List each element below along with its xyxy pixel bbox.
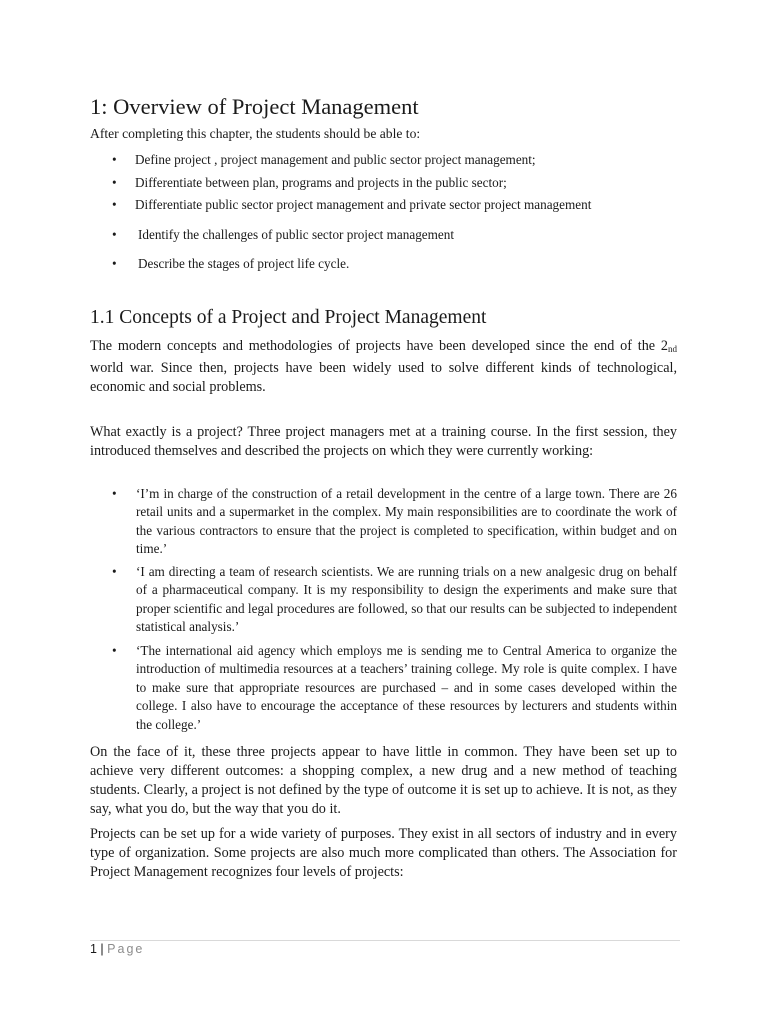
page-number: 1 [90,942,97,956]
paragraph-history [90,337,677,397]
page-footer [90,942,144,956]
bullet-icon: • [112,256,117,271]
paragraph-history-text-a: The modern concepts and methodologies of projects have been developed since the end of the 2 [90,338,668,354]
section-title: 1.1 Concepts of a Project and Project Management [90,307,487,328]
bullet-icon: • [112,643,117,658]
quote-item [112,642,677,734]
footer-separator: | [96,942,108,956]
page-label: Page [107,942,145,956]
quote-text: ‘I’m in charge of the construction of a retail development in the centre of a large town. There are 26 retail units and a supermarket in the complex. My main responsibilities are to coordinate the work of the various contractors to ensure that the project is completed to specification, within budget and on time.’ [136,486,677,557]
objective-text: Describe the stages of project life cycle. [138,256,350,271]
quote-item [112,485,677,559]
ordinal-suffix: nd [668,344,677,354]
objective-text: Differentiate public sector project management and private sector project management [135,197,592,212]
bullet-icon: • [112,152,117,167]
paragraph-history-text-b: world war. Since then, projects have been widely used to solve different kinds of technological, economic and social problems. [90,360,677,395]
objective-text: Identify the challenges of public sector project management [138,227,455,242]
chapter-title: 1: Overview of Project Management [90,94,419,119]
bullet-icon: • [112,486,117,501]
quote-text: ‘I am directing a team of research scientists. We are running trials on a new analgesic drug on behalf of a pharmaceutical company. It is my responsibility to design the experiments and make sure that proper scientific and legal procedures are followed, so that our results can be subjected to independent statistical analysis.’ [136,564,677,635]
bullet-icon: • [112,197,117,212]
footer-divider [90,940,680,941]
paragraph-observation: On the face of it, these three projects appear to have little in common. They have been set up to achieve very different outcomes: a shopping complex, a new drug and a new method of teaching students. Clearly, a project is not defined by the type of outcome it is set up to achieve. It is not, as they say, what you do, but the way that you do it. [90,744,677,817]
bullet-icon: • [112,564,117,579]
paragraph-what-is-project: What exactly is a project? Three project managers met at a training course. In the first session, they introduced themselves and described the projects on which they were currently working: [90,424,677,459]
objective-text: Differentiate between plan, programs and projects in the public sector; [135,175,507,190]
chapter-intro: After completing this chapter, the students should be able to: [90,126,421,141]
paragraph-purposes: Projects can be set up for a wide variety of purposes. They exist in all sectors of industry and in every type of organization. Some projects are also much more complicated than others. The Association for Project Management recognizes four levels of projects: [90,826,677,880]
bullet-icon: • [112,175,117,190]
quote-text: ‘The international aid agency which employs me is sending me to Central America to organize the introduction of multimedia resources at a teachers’ training college. My role is quite complex. I have to make sure that appropriate resources are purchased – and in some cases developed within the college. I also have to encourage the acceptance of these resources by lecturers and students within the college.’ [136,643,677,732]
objective-text: Define project , project management and public sector project management; [135,152,536,167]
bullet-icon: • [112,227,117,242]
quote-item [112,563,677,637]
